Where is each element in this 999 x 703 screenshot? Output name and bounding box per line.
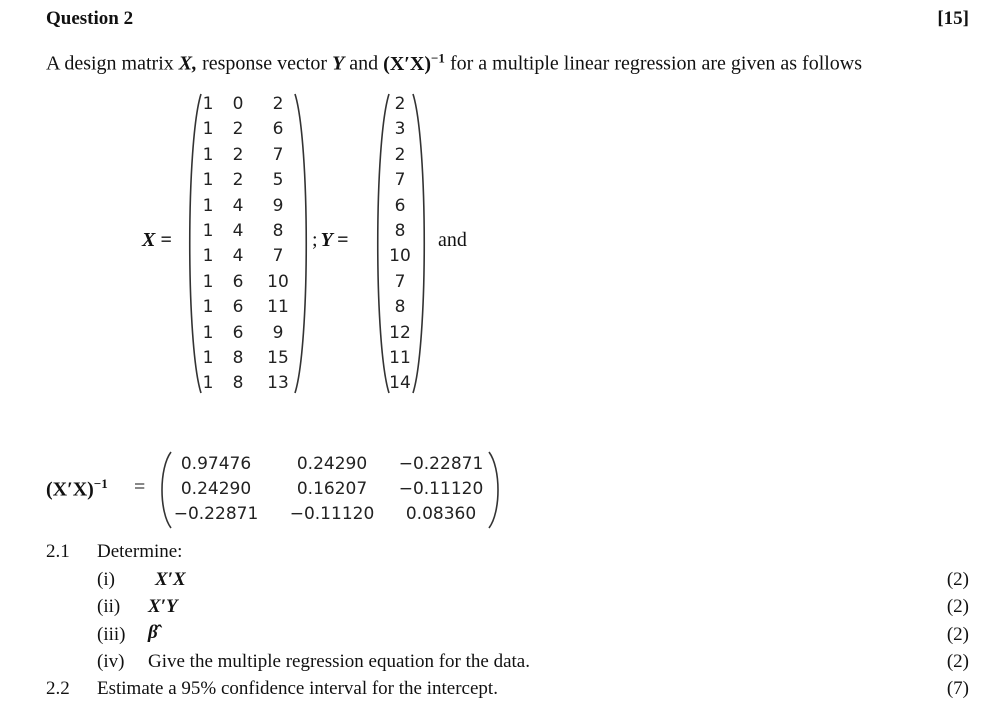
matrix-x-cell: 4 xyxy=(232,246,244,267)
intro-text-3: and xyxy=(349,52,379,75)
matrix-x-cell: 2 xyxy=(232,144,244,165)
matrix-x-cell: 1 xyxy=(202,271,214,292)
x-symbol: X, xyxy=(178,52,198,75)
matrix-x-right-paren xyxy=(293,92,313,395)
vector-y-cell: 8 xyxy=(394,297,406,318)
inverse-matrix xyxy=(155,450,505,530)
matrix-x-cell: 1 xyxy=(202,297,214,318)
matrix-x-cell: 11 xyxy=(267,297,289,318)
vector-y-cell: 10 xyxy=(389,246,411,267)
matrix-x-cell: 6 xyxy=(272,119,284,140)
matrix-x-cell: 1 xyxy=(202,221,214,241)
vector-y-cell: 2 xyxy=(394,144,406,165)
matrix-x-cell: 13 xyxy=(267,373,289,394)
matrix-x-cell: 1 xyxy=(202,170,214,191)
vector-y-cell: 12 xyxy=(389,322,411,343)
matrix-x xyxy=(183,92,313,395)
item-i-number: (i) xyxy=(97,569,115,590)
matrix-x-cell: 9 xyxy=(272,322,284,343)
inverse-cell: −0.22871 xyxy=(398,454,484,474)
matrix-x-cell: 4 xyxy=(232,221,244,241)
matrix-x-cell: 1 xyxy=(202,246,214,267)
inverse-symbol: $(X'X)^{-1}$ xyxy=(383,50,445,75)
section-2-2-text: Estimate a 95% confidence interval for the intercept. xyxy=(97,678,498,699)
matrix-x-cell: 1 xyxy=(202,195,214,216)
question-title: Question 2 xyxy=(46,8,134,29)
inverse-cell: 0.08360 xyxy=(405,504,477,524)
vector-y-cell: 7 xyxy=(394,170,406,191)
matrix-x-cell: 6 xyxy=(232,297,244,318)
vector-y-cell: 3 xyxy=(394,119,406,140)
inverse-cell: 0.16207 xyxy=(296,479,368,499)
item-iv-text: Give the multiple regression equation for the data. xyxy=(148,651,530,672)
section-2-2-number: 2.2 xyxy=(46,678,70,699)
intro-text-2: response vector xyxy=(202,52,328,75)
matrix-x-cell: 2 xyxy=(232,170,244,191)
vector-y-cell: 11 xyxy=(389,348,411,368)
inverse-cell: 0.97476 xyxy=(180,454,252,474)
inverse-cell: −0.22871 xyxy=(173,504,259,524)
item-iii-number: (iii) xyxy=(97,624,126,645)
item-ii-number: (ii) xyxy=(97,596,121,617)
vector-y-cell: 8 xyxy=(394,221,406,241)
matrix-x-cell: 8 xyxy=(232,348,244,368)
matrix-x-cell: 1 xyxy=(202,144,214,165)
vector-y-cell: 6 xyxy=(394,195,406,216)
inverse-cell: −0.11120 xyxy=(398,479,484,499)
matrix-x-cell: 1 xyxy=(202,119,214,140)
matrix-x-cell: 2 xyxy=(272,94,284,114)
matrix-x-cell: 7 xyxy=(272,144,284,165)
item-i-marks: (2) xyxy=(946,569,969,590)
matrix-x-cell: 4 xyxy=(232,195,244,216)
vector-y-cell: 2 xyxy=(394,94,406,114)
y-equals-label: ; Y = xyxy=(312,229,349,251)
vector-y-cell: 7 xyxy=(394,271,406,292)
matrix-x-cell: 15 xyxy=(267,348,289,368)
item-iv-marks: (2) xyxy=(946,651,969,672)
vector-y-cell: 14 xyxy=(389,373,411,394)
inverse-cell: 0.24290 xyxy=(180,479,252,499)
matrix-x-cell: 1 xyxy=(202,348,214,368)
matrix-x-cell: 10 xyxy=(267,271,289,292)
matrix-x-cell: 5 xyxy=(272,170,284,191)
vector-y xyxy=(371,92,431,395)
matrix-x-cell: 8 xyxy=(232,373,244,394)
section-2-1-number: 2.1 xyxy=(46,541,70,562)
matrix-x-cell: 9 xyxy=(272,195,284,216)
intro-sentence xyxy=(46,50,862,76)
x-equals-label: X = xyxy=(142,229,172,251)
item-i-symbol: X′X xyxy=(155,569,186,590)
matrix-x-cell: 1 xyxy=(202,373,214,394)
inverse-equals: = xyxy=(134,476,146,498)
item-ii-marks: (2) xyxy=(946,596,969,617)
matrix-x-cell: 6 xyxy=(232,271,244,292)
matrix-x-cell: 6 xyxy=(232,322,244,343)
item-iii-symbol: β̂ xyxy=(148,622,158,643)
item-iii-marks: (2) xyxy=(946,624,969,645)
matrix-x-cell: 8 xyxy=(272,221,284,241)
item-ii-symbol: X′Y xyxy=(148,596,178,617)
question-marks: [15] xyxy=(937,8,969,29)
section-2-1-label: Determine: xyxy=(97,541,183,562)
matrix-x-cell: 2 xyxy=(232,119,244,140)
inverse-label: $(X'X)^{-1}$ xyxy=(46,476,108,501)
y-symbol: Y xyxy=(332,52,345,75)
matrix-x-cell: 1 xyxy=(202,322,214,343)
matrix-x-cell: 7 xyxy=(272,246,284,267)
matrix-x-cell: 0 xyxy=(232,94,244,114)
inverse-cell: −0.11120 xyxy=(289,504,375,524)
matrix-x-cell: 1 xyxy=(202,94,214,114)
inverse-cell: 0.24290 xyxy=(296,454,368,474)
intro-text-1: A design matrix xyxy=(46,52,174,75)
section-2-2-marks: (7) xyxy=(946,678,969,699)
intro-text-4: for a multiple linear regression are given as follows xyxy=(449,52,863,75)
and-text: and xyxy=(438,229,467,251)
item-iv-number: (iv) xyxy=(97,651,125,672)
